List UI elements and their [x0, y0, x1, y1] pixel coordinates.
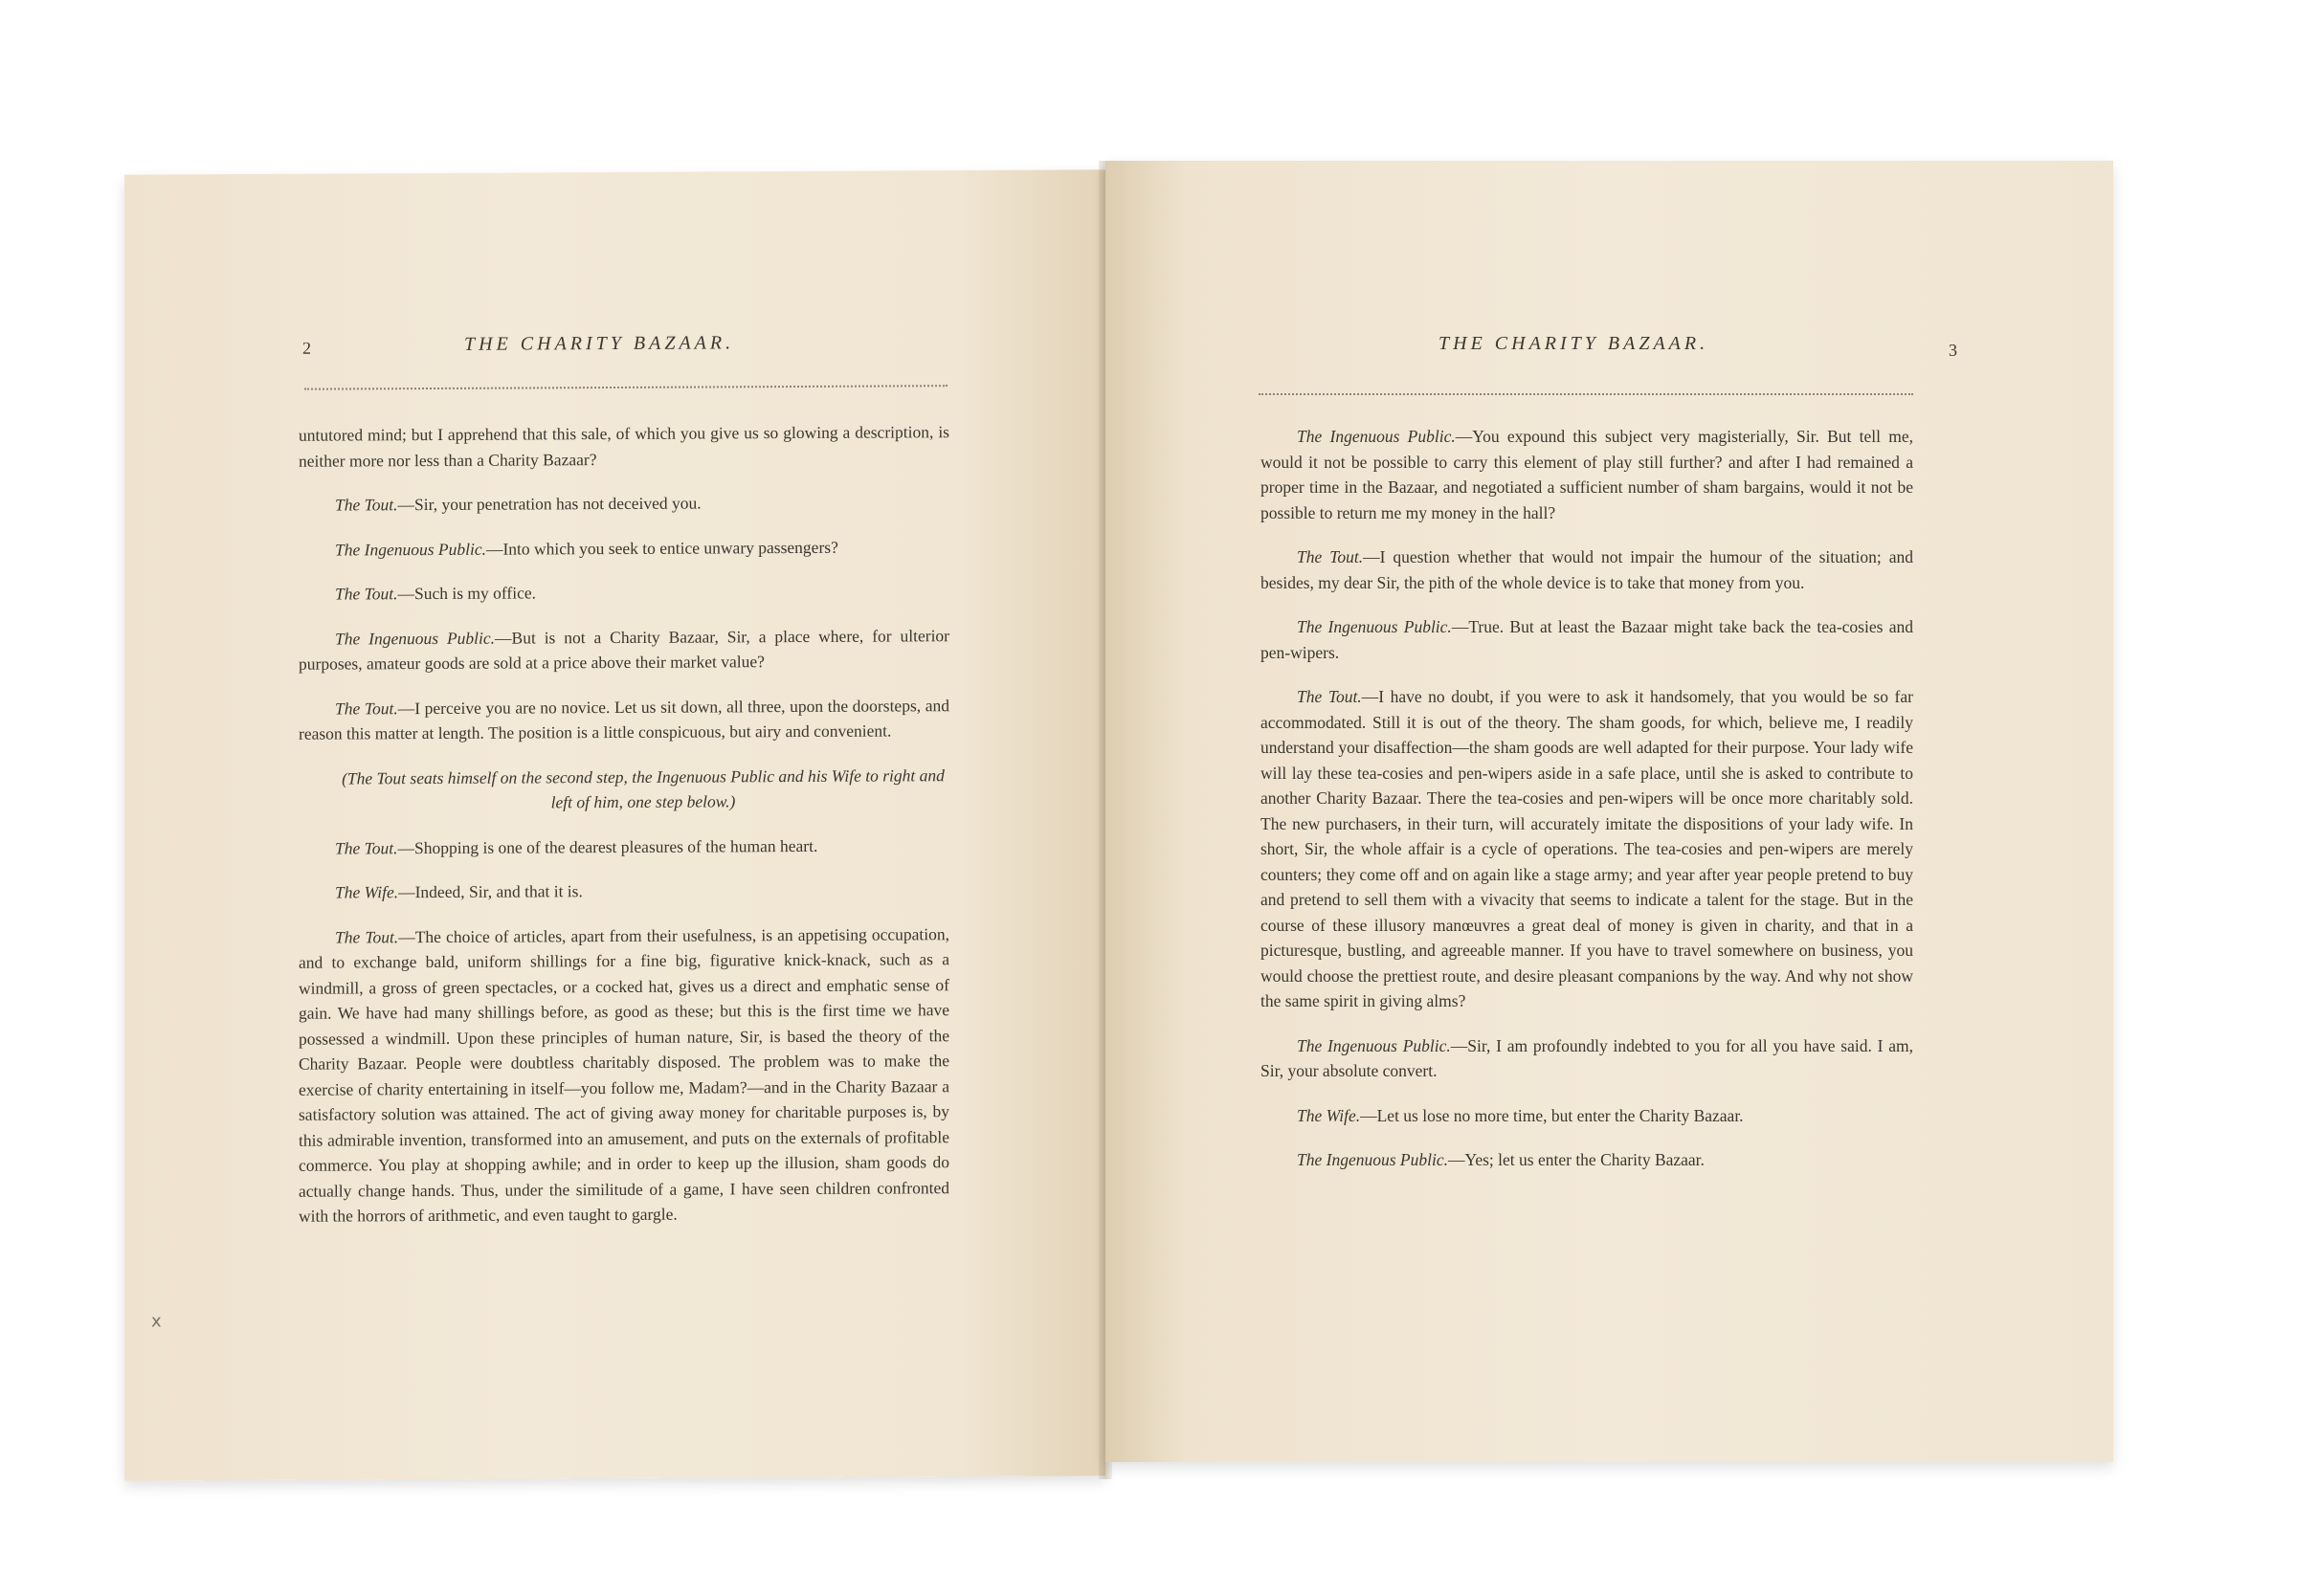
dialogue-text: —I question whether that would not impair the humour of the situation; and besides, my dear Sir, the pith of the whole device is to take that money from you.	[1260, 547, 1913, 592]
dialogue-paragraph	[299, 419, 949, 474]
dialogue-paragraph	[299, 489, 949, 518]
speaker-name: The Wife.	[335, 882, 399, 902]
dialogue-text: —But is not a Charity Bazaar, Sir, a place where, for ulterior purposes, amateur goods are sold at a price above their market value?	[299, 625, 950, 674]
dialogue-paragraph	[299, 832, 949, 861]
right-page	[1105, 161, 2113, 1462]
dialogue-text: —Let us lose no more time, but enter the Charity Bazaar.	[1360, 1105, 1744, 1125]
dialogue-paragraph	[299, 693, 949, 747]
left-page-number: 2	[302, 338, 311, 358]
stage-direction: (The Tout seats himself on the second step, the Ingenuous Public and his Wife to right and left of him, one step below.)	[342, 765, 945, 812]
left-header-rule	[304, 385, 948, 390]
speaker-name: The Tout.	[335, 495, 398, 515]
dialogue-paragraph	[299, 534, 949, 563]
dialogue-text: —Such is my office.	[397, 583, 537, 604]
right-page-text	[1260, 424, 1913, 1192]
dialogue-paragraph	[1260, 614, 1913, 665]
left-running-head: THE CHARITY BAZAAR.	[464, 332, 735, 355]
speaker-name: The Wife.	[1297, 1105, 1361, 1125]
dialogue-paragraph	[1260, 684, 1913, 1014]
dialogue-text: —True. But at least the Bazaar might take back the tea-cosies and pen-wipers.	[1260, 617, 1913, 662]
dialogue-text: —Sir, I am profoundly indebted to you for all you have said. I am, Sir, your absolute convert.	[1260, 1035, 1913, 1080]
dialogue-text: —I perceive you are no novice. Let us sit down, all three, upon the doorsteps, and reason this matter at length. The position is a little conspicuous, but airy and convenient.	[299, 695, 949, 743]
right-running-head: THE CHARITY BAZAAR.	[1438, 333, 1709, 354]
dialogue-text: —I have no doubt, if you were to ask it handsomely, that you would be so far accommodated. Still it is out of the theory. The sham goods, for which, believe me, I readily understand your disaffection—the sham goods are well adapted for their purpose. Your lady wife will lay these tea-cosies and pen-wipers aside in a safe place, until she is asked to contribute to another Charity Bazaar. There the tea-cosies and pen-wipers will be once more charitably sold. The new purchasers, in their turn, will accurately imitate the dispositions of your lady wife. In short, Sir, the whole affair is a cycle of operations. The tea-cosies and pen-wipers are merely counters; they come off and on again like a stage army; and year after year people pretend to buy and pretend to sell them with a vivacity that seems to indicate a talent for the stage. But in the course of these illusory manœuvres a great deal of money is given in charity, and that in a picturesque, bustling, and agreeable manner. If you have to travel somewhere on business, you would choose the prettiest route, and desire pleasant companions by the way. And why not show the same spirit in giving alms?	[1260, 687, 1913, 1010]
dialogue-paragraph	[1260, 1103, 1913, 1129]
dialogue-text: untutored mind; but I apprehend that this sale, of which you give us so glowing a description, is neither more nor less than a Charity Bazaar?	[299, 422, 949, 471]
pencil-mark: x	[151, 1311, 162, 1332]
dialogue-paragraph	[1260, 544, 1913, 595]
speaker-name: The Ingenuous Public.	[1297, 617, 1452, 636]
dialogue-paragraph	[1260, 1033, 1913, 1084]
dialogue-text: —The choice of articles, apart from their usefulness, is an appetising occupation, and to exchange bald, uniform shillings for a fine big, figurative knick-knack, such as a windmill, a gross of green spectacles, or a cocked hat, gives us a direct and emphatic sense of gain. We have had many shillings before, as good as these; but this is the first time we have possessed a windmill. Upon these principles of human nature, Sir, is based the theory of the Charity Bazaar. People were doubtless charitably disposed. The problem was to make the exercise of charity entertaining in itself—you follow me, Madam?—and in the Charity Bazaar a satisfactory solution was attained. The act of giving away money for charitable purposes is, by this admirable invention, transformed into an amusement, and puts on the externals of profitable commerce. You play at shopping awhile; and in order to keep up the illusion, sham goods do actually change hands. Thus, under the similitude of a game, I have seen children confronted with the horrors of arithmetic, and even taught to gargle.	[299, 923, 949, 1226]
dialogue-text: —Yes; let us enter the Charity Bazaar.	[1447, 1150, 1705, 1169]
dialogue-text: —Indeed, Sir, and that it is.	[398, 881, 583, 902]
dialogue-text: —You expound this subject very magisterially, Sir. But tell me, would it not be possible to carry this element of play still further? and after I had remained a proper time in the Bazaar, and negotiated a sufficient number of sham bargains, would it not be possible to return me my money in the hall?	[1260, 427, 1913, 522]
dialogue-text: —Sir, your penetration has not deceived you.	[397, 493, 702, 515]
right-page-number: 3	[1949, 341, 1957, 360]
speaker-name: The Tout.	[1297, 687, 1362, 706]
dialogue-paragraph	[299, 921, 949, 1230]
speaker-name: The Tout.	[335, 837, 398, 858]
left-page	[124, 169, 1105, 1480]
speaker-name: The Ingenuous Public.	[335, 539, 486, 560]
dialogue-paragraph	[1260, 1147, 1913, 1173]
right-header-rule	[1259, 393, 1913, 395]
speaker-name: The Tout.	[335, 584, 398, 604]
dialogue-paragraph	[1260, 424, 1913, 525]
dialogue-paragraph	[299, 578, 949, 607]
speaker-name: The Tout.	[335, 698, 398, 719]
dialogue-paragraph	[299, 876, 949, 905]
left-page-text	[299, 419, 949, 1248]
speaker-name: The Ingenuous Public.	[335, 628, 496, 649]
dialogue-text: —Shopping is one of the dearest pleasures of the human heart.	[397, 835, 818, 857]
dialogue-text: —Into which you seek to entice unwary passengers?	[485, 537, 838, 559]
speaker-name: The Tout.	[1297, 547, 1364, 566]
speaker-name: The Ingenuous Public.	[1297, 427, 1456, 446]
speaker-name: The Ingenuous Public.	[1297, 1150, 1448, 1169]
speaker-name: The Tout.	[335, 926, 399, 947]
open-booklet	[113, 161, 2113, 1481]
speaker-name: The Ingenuous Public.	[1297, 1035, 1451, 1055]
dialogue-paragraph	[299, 623, 949, 677]
